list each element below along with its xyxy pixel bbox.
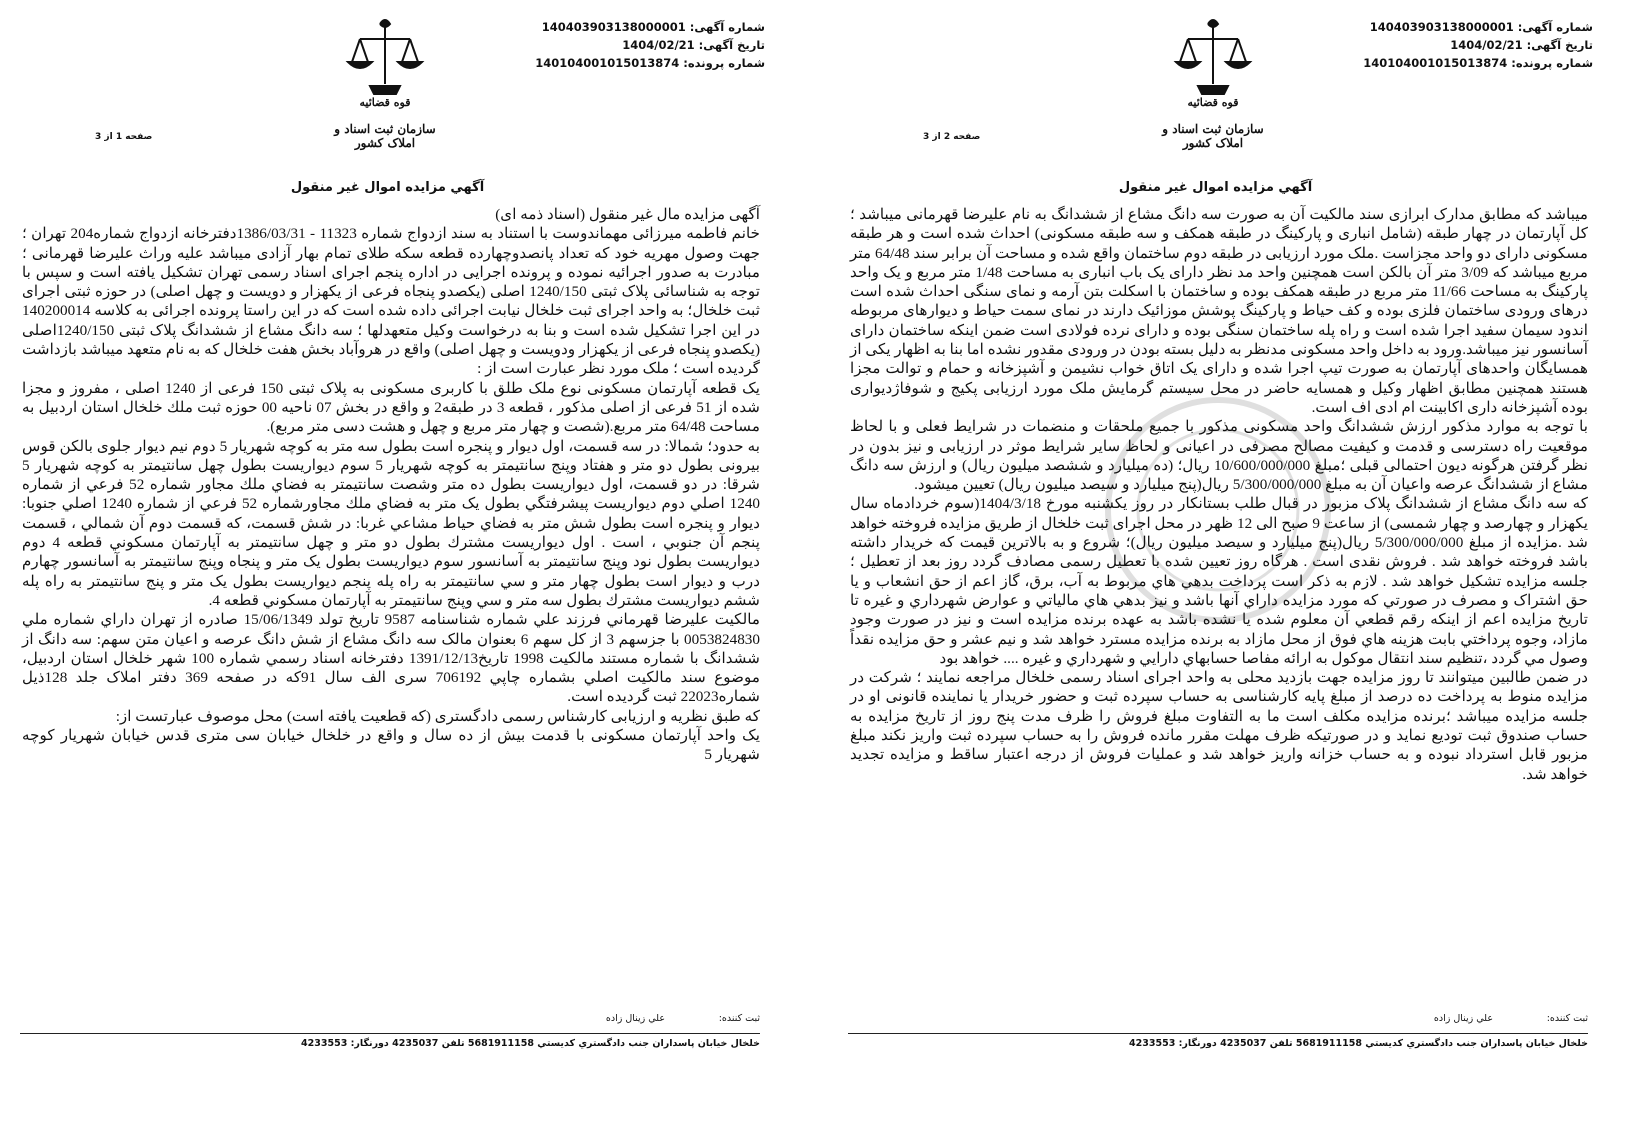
announcement-meta: [535, 18, 765, 72]
ad-number-label: شماره آگهی:: [1517, 20, 1593, 34]
page-header: [0, 14, 775, 154]
registrant-label: ثبت کننده:: [718, 1013, 760, 1024]
announcement-page-1: [0, 0, 775, 1129]
announcement-title: آگهي مزايده اموال غير منقول: [290, 180, 485, 195]
announcement-body: [850, 205, 1588, 784]
body-paragraph: یک قطعه آپارتمان مسکونی نوع ملک طلق با کاربری مسکونی به پلاک ثبتی 150 فرعی از 1240 اصلی ، مفروز و مجزا شده از 51 فرعی از اصلی مذکور ، قطعه 3 در طبقه2 و واقع در بخش 07 ناحیه 00 حوزه ثبت ملك خلخال استان اردبیل به مساحت 64/48 متر مربع.(شصت و چهار متر مربع و چهل و هشت دسی متر مربع).: [22, 379, 761, 436]
announcement-meta: [1363, 18, 1593, 72]
registrant-label: ثبت کننده:: [1546, 1013, 1588, 1024]
ad-date: 1404/02/21: [622, 38, 695, 52]
page-footer: [20, 1013, 760, 1049]
page-header: [828, 14, 1603, 154]
body-paragraph: در ضمن طالبین میتوانند تا روز مزایده جهت بازدید محلی به واحد اجرای اسناد رسمی خلخال مراجعه نمایند ؛ شرکت در مزایده منوط به پرداخت ده درصد از مبلغ پایه کارشناسی به حساب سپرده ثبت و حضور خریدار یا نماینده قانونی او در جلسه مزایده میباشد ؛برنده مزایده مکلف است ما به التفاوت مبلغ فروش را ظرف مدت پنج روز از تاریخ مزایده به حساب صندوق ثبت تودیع نماید و در صورتیکه ظرف مهلت مقرر مانده فروش را به حساب سپرده ثبت واریز نکند مبلغ مزبور قابل استرداد نبوده و به حساب خزانه واریز خواهد شد و عملیات فروش از درجه اعتبار ساقط و مزایده تجدید خواهد شد.: [850, 669, 1588, 783]
footer-divider: [848, 1033, 1588, 1034]
page-number: صفحه 1 از 3: [95, 132, 153, 142]
announcement-title: آگهي مزايده اموال غير منقول: [1118, 180, 1313, 195]
announcement-page-2: [828, 0, 1603, 1129]
registrant-name: علي زينال زاده: [1433, 1013, 1493, 1024]
body-paragraph: به حدود؛ شمالا: در سه قسمت، اول دیوار و پنجره است بطول سه متر به کوچه شهریار 5 دوم نیم دیوار جلوی بالکن قوس بیرونی بطول دو متر و هفتاد وپنج سانتیمتر به کوچه شهریار 5 سوم دیواریست بطول چهل سانتیمتر به کوچه شهریار 5 شرقا: در دو قسمت، اول دیواریست بطول ده متر وشصت سانتیمتر به فضاي ملك مجاور شماره 52 فرعي از شماره 1240 اصلي دوم دیواریست پیشرفتگي بطول یک متر به فضاي ملك مجاورشماره 52 فرعي از شماره 1240 اصلي جنوبا: دیوار و پنجره است بطول شش متر به فضاي حیاط مشاعي غربا: در شش قسمت، كه قسمت دوم آن شمالي ، قسمت پنجم آن جنوبي ، است . اول دیواریست مشترك بطول دو متر و چهل سانتیمتر به آپارتمان مسکوني قطعه 4 دوم دیواریست بطول نود وپنج سانتیمتر به آسانسور سوم دیواریست بطول یک متر و پنجاه وپنج سانتیمتر به آسانسور چهارم درب و دیوار است بطول چهار متر و سي سانتیمتر به راه پله پنجم دیواریست بطول یک متر و پنج سانتیمتر به راه پله ششم دیواریست مشترك بطول سه متر و سي وپنج سانتیمتر به آپارتمان مسکوني قطعه 4.: [22, 437, 761, 609]
footer-divider: [20, 1033, 760, 1034]
body-paragraph: آگهی مزایده مال غیر منقول (اسناد ذمه ای): [495, 206, 760, 223]
office-address: خلخال خيابان پاسداران جنب دادگستري كديستي 5681911158 تلفن 4235037 دورنگار: 4233553: [1129, 1038, 1588, 1049]
organization-name: سازمان ثبت اسناد و املاک کشور: [1162, 122, 1264, 150]
ad-date: 1404/02/21: [1450, 38, 1523, 52]
body-paragraph: میباشد که مطابق مدارک ابرازی سند مالکیت آن به صورت سه دانگ مشاع از ششدانگ به نام علیرضا قهرمانی میباشد ؛کل آپارتمان در چهار طبقه (شامل انباری و پارکینگ در طبقه همکف و سه طبقه مسکونی) احداث شده است و هر طبقه مسکونی دارای دو واحد مجزاست .ملک مورد ارزیابی در طبقه دوم ساختمان واقع شده و مساحت آن برابر سند 64/48 متر مربع میباشد که 3/09 متر آن بالکن است همچنین واحد مد نظر دارای یک باب انباری به مساحت 1/48 متر مربع و یک واحد پارکینگ به مساحت 11/66 متر مربع در طبقه همکف بوده و ساختمان با اسکلت بتن آرمه و نمای سنگی احداث شده است درهای ورودی ساختمان فلزی بوده و کف حیاط و پارکینگ پوشش موزائیک دارند در نمای سمت حیاط و دیوارهای مربوطه اندود سیمان سفید اجرا شده است و راه پله ساختمان سنگی بوده و دارای نرده فولادی است ضمن اینکه ساختمان دارای آسانسور نیز میباشد.ورود به داخل واحد مسکونی مدنظر به دلیل بسته بودن در ورودی مقدور نشده اما بنا به اظهار یکی از همسایگان واحدهای آپارتمان به صورت تیپ اجرا شده و دارای یک اتاق خواب نشیمن و آشپزخانه و حمام و توالت مجزا هستند همچنین مطابق اظهار وکیل و همسایه حاضر در محل سیستم گرمایش ملک مورد ارزیابی پکیج و شوفاژدیواری بوده آشپزخانه داری اکابینت ام ادی اف است.: [850, 206, 1588, 416]
body-paragraph: که طبق نظریه و ارزیابی کارشناس رسمی دادگستری (که قطعیت یافته است) محل موصوف عبارتست از:: [115, 707, 760, 725]
announcement-body: [22, 205, 760, 765]
page-footer: [848, 1013, 1588, 1049]
ad-date-label: تاریخ آگهی:: [1526, 38, 1593, 52]
file-number: 140104001015013874: [535, 56, 680, 70]
page-number: صفحه 2 از 3: [923, 132, 981, 142]
office-address: خلخال خيابان پاسداران جنب دادگستري كديستي 5681911158 تلفن 4235037 دورنگار: 4233553: [301, 1038, 760, 1049]
file-number-label: شماره پرونده:: [683, 56, 765, 70]
ad-number: 140403903138000001: [541, 20, 686, 34]
body-paragraph: خانم فاطمه میرزائی مهماندوست با استناد به سند ازدواج شماره 11323 - 1386/03/31دفترخانه ازدواج شماره204 تهران ؛ جهت وصول مهریه خود که تعداد پانصدوچهارده قطعه سکه طلای تمام بهار آزادی میباشد علیه وراث علیرضا قهرمانی ؛ مبادرت به صدور اجرائیه نموده و پرونده اجرایی در اداره پنجم اجرای اسناد رسمی تهران تشکیل یافته است و سپس با توجه به شناسائی پلاک ثبتی 1240/150 اصلی (یکصدو پنجاه فرعی از یکهزار و دویست و چهل اصلی) در حوزه ثبتی اجرای ثبت خلخال؛ به واحد اجرای ثبت خلخال نیابت اجرائی داده شده است که در این راستا پرونده اجرائی به کلاسه 140200014 در این اجرا تشکیل شده است و بنا به درخواست وکیل متعهدلها ؛ سه دانگ مشاع از ششدانگ پلاک ثبتی 1240/150اصلی (یکصدو پنجاه فرعی از یکهزار ودویست و چهل اصلی) واقع در هروآباد بخش هفت خلخال که به نام متعهد میباشد بازداشت گردیده است ؛ ملک مورد نظر عبارت است از :: [22, 225, 760, 378]
file-number-label: شماره پرونده:: [1511, 56, 1593, 70]
ad-date-label: تاریخ آگهی:: [698, 38, 765, 52]
body-paragraph: یک واحد آپارتمان مسکونی با قدمت بیش از ده سال و واقع در خلخال خیابان سی متری قدس خیابان شهریار کوچه شهریار 5: [22, 727, 760, 764]
registrant-name: علي زينال زاده: [605, 1013, 665, 1024]
ad-number: 140403903138000001: [1369, 20, 1514, 34]
body-paragraph: که سه دانگ مشاع از ششدانگ پلاک مزبور در قبال طلب بستانکار در روز یکشنبه مورخ 1404/3/18(سوم خردادماه سال یکهزار و چهارصد و چهار شمسی) از ساعت 9 صبح الی 12 ظهر در محل اجرای ثبت خلخال از طریق مزایده فروخته خواهد شد .مزایده از مبلغ 5/300/000/000 ریال(پنج میلیارد و سیصد میلیون ریال)؛ شروع و به بالاترین قیمت که خریدار داشته باشد فروخته خواهد شد . فروش نقدی است . هرگاه روز تعیین شده با تعطیل رسمی مصادف گردد روز بعد از تعطیل ؛جلسه مزایده تشکیل خواهد شد . لازم به ذکر است پرداخت بدهي هاي مربوط به آب، برق، گاز اعم از حق انشعاب و یا حق اشتراک و مصرف در صورتي که مورد مزایده داراي آنها باشد و نیز بدهي هاي مالیاتي و عوارض شهرداري و غیره تا تاریخ مزایده اعم از اینکه رقم قطعي آن معلوم شده یا نشده باشد به عهده برنده مزایده است و نیز در صورت وجود مازاد، وجوه پرداختي بابت هزینه هاي فوق از محل مازاد به برنده مزایده مسترد خواهد شد و نیم عشر و حق مزایده نقداً وصول مي گردد ،تنظیم سند انتقال موکول به ارائه مفاصا حسابهاي دارایي و شهرداري و غیره .... خواهد بود: [850, 495, 1589, 667]
judiciary-label: قوه قضائیه: [359, 96, 411, 109]
body-paragraph: مالکیت علیرضا قهرماني فرزند علي شماره شناسنامه 9587 تاریخ تولد 15/06/1349 صادره از تهران داراي شماره ملي 0053824830 با جزسهم 3 از کل سهم 6 بعنوان مالک سه دانگ مشاع از شش دانگ عرصه و اعیان متن سهم: سه دانگ از ششدانگ با شماره مستند مالکیت 1998 تاریخ1391/12/13 دفترخانه اسناد رسمي شماره 100 شهر خلخال استان اردبیل، موضوع سند مالکیت اصلي بشماره چاپي 706192 سری الف سال 91که در صفحه 369 دفتر املاک جلد 128ذیل شماره22023 ثبت گردیده است.: [22, 611, 760, 706]
body-paragraph: با توجه به موارد مذکور ارزش ششدانگ واحد مسکونی مذکور با جمیع ملحقات و منضمات در شرایط فعلی و با لحاظ موقعیت راه دسترسی و قدمت و کیفیت مصالح مصرفی در اعیانی و لحاظ سایر شرایط موثر در ارزیابی و نیز بدون در نظر گرفتن هرگونه دیون احتمالی قبلی ؛مبلغ 10/600/000/000 ریال؛ (ده میلیارد و ششصد میلیون ریال) و ارزش سه دانگ مشاع از ششدانگ عرصه واعیان آن به مبلغ 5/300/000/000 ریال(پنج میلیارد و سیصد میلیون ریال) تعیین میشود.: [850, 418, 1588, 494]
judiciary-label: قوه قضائیه: [1187, 96, 1239, 109]
file-number: 140104001015013874: [1363, 56, 1508, 70]
organization-name: سازمان ثبت اسناد و املاک کشور: [334, 122, 436, 150]
ad-number-label: شماره آگهی:: [689, 20, 765, 34]
